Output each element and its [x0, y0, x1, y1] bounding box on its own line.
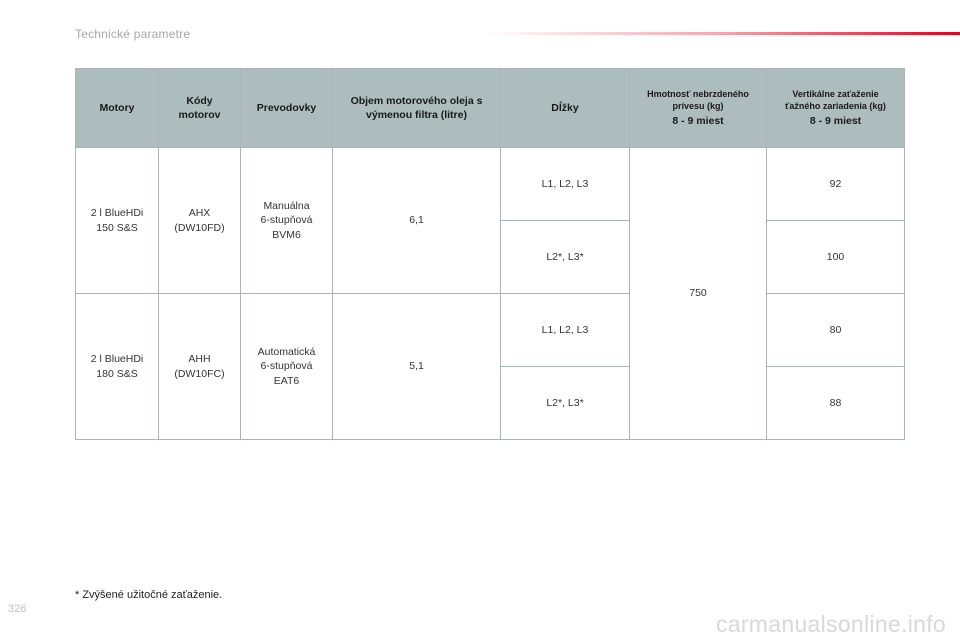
cell-length: L1, L2, L3	[501, 294, 630, 367]
cell-length: L2*, L3*	[501, 367, 630, 440]
cell-vertical-load: 92	[767, 148, 905, 221]
footnote: * Zvýšené užitočné zaťaženie.	[75, 589, 223, 601]
cell-length: L2*, L3*	[501, 221, 630, 294]
cell-oil-volume: 5,1	[333, 294, 501, 440]
cell-vertical-load: 88	[767, 367, 905, 440]
cell-engine-code: AHX (DW10FD)	[159, 148, 241, 294]
page-number: 326	[8, 603, 27, 615]
header-objem-oleja: Objem motorového oleja s výmenou filtra (litre)	[333, 69, 501, 148]
table-row	[76, 148, 905, 221]
table-row	[76, 294, 905, 367]
cell-gearbox: Manuálna 6-stupňová BVM6	[241, 148, 333, 294]
watermark: carmanualsonline.info	[715, 611, 946, 637]
header-rule	[480, 32, 960, 35]
table-header-row	[76, 69, 905, 148]
cell-vertical-load: 100	[767, 221, 905, 294]
header-motory: Motory	[76, 69, 159, 148]
specs-table	[75, 68, 905, 440]
header-dlzky: Dĺžky	[501, 69, 630, 148]
cell-vertical-load: 80	[767, 294, 905, 367]
header-vertikalne-zatazenie: Vertikálne zaťaženie ťažného zariadenia (kg) 8 - 9 miest	[767, 69, 905, 148]
cell-motor: 2 l BlueHDi 180 S&S	[76, 294, 159, 440]
header-hmotnost-privesu: Hmotnosť nebrzdeného prívesu (kg) 8 - 9 miest	[630, 69, 767, 148]
cell-length: L1, L2, L3	[501, 148, 630, 221]
header-prevodovky: Prevodovky	[241, 69, 333, 148]
cell-oil-volume: 6,1	[333, 148, 501, 294]
cell-gearbox: Automatická 6-stupňová EAT6	[241, 294, 333, 440]
section-title: Technické parametre	[75, 27, 191, 41]
header-kody-motorov: Kódy motorov	[159, 69, 241, 148]
cell-engine-code: AHH (DW10FC)	[159, 294, 241, 440]
cell-trailer-mass: 750	[630, 148, 767, 440]
cell-motor: 2 l BlueHDi 150 S&S	[76, 148, 159, 294]
